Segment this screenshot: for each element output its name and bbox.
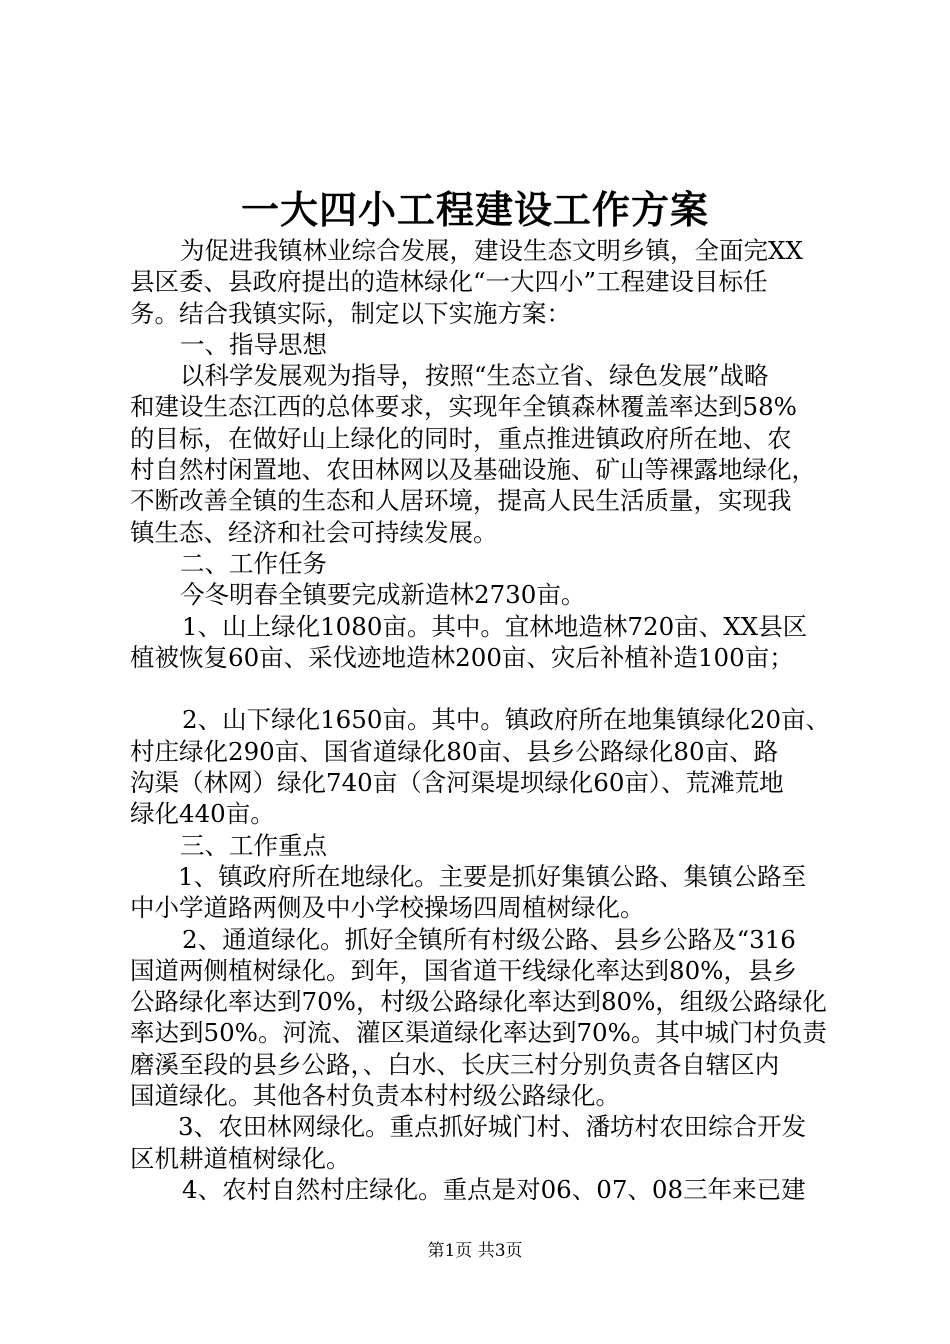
body-line: 中小学道路两侧及中小学校操场四周植树绿化。 — [130, 893, 645, 923]
body-line: 率达到50%。河流、灌区渠道绿化率达到70%。其中城门村负责 — [130, 1018, 827, 1048]
body-line: 和建设生态江西的总体要求，实现年全镇森林覆盖率达到58% — [130, 392, 797, 422]
blank-line — [130, 673, 835, 704]
body-line: 3、农田林网绿化。重点抓好城门村、潘坊村农田综合开发 — [178, 1112, 807, 1142]
body-line: 的目标，在做好山上绿化的同时，重点推进镇政府所在地、农 — [130, 423, 792, 453]
body-line: 植被恢复60亩、采伐迹地造林200亩、灾后补植补造100亩； — [130, 642, 794, 672]
body-line: 以科学发展观为指导，按照“生态立省、绿色发展”战略 — [180, 361, 769, 391]
section-heading: 三、工作重点 — [180, 830, 327, 860]
body-line: 公路绿化率达到70%，村级公路绿化率达到80%，组级公路绿化 — [130, 987, 827, 1017]
body-line: 1、镇政府所在地绿化。主要是抓好集镇公路、集镇公路至 — [178, 861, 807, 891]
body-line: 村自然村闲置地、农田林网以及基础设施、矿山等裸露地绿化， — [130, 455, 816, 485]
body-line: 1、山上绿化1080亩。其中。宜林地造林720亩、XX县区 — [182, 611, 808, 641]
document-title: 一大四小工程建设工作方案 — [240, 187, 709, 232]
body-line: 磨溪至段的县乡公路，、白水、长庆三村分别负责各自辖区内 — [130, 1049, 780, 1079]
body-line: 2、山下绿化1650亩。其中。镇政府所在地集镇绿化20亩、 — [182, 705, 831, 735]
document-body — [130, 235, 835, 1205]
body-line: 务。结合我镇实际，制定以下实施方案： — [130, 298, 571, 328]
body-line: 国道两侧植树绿化。到年，国省道干线绿化率达到80%，县乡 — [130, 955, 797, 985]
body-line: 2、通道绿化。抓好全镇所有村级公路、县乡公路及“316 — [182, 924, 796, 954]
body-line: 区机耕道植树绿化。 — [130, 1143, 351, 1173]
body-line: 县区委、县政府提出的造林绿化“一大四小”工程建设目标任 — [130, 267, 768, 297]
body-line: 为促进我镇林业综合发展，建设生态文明乡镇，全面完XX — [180, 236, 803, 265]
body-line: 不断改善全镇的生态和人居环境，提高人民生活质量，实现我 — [130, 486, 792, 516]
page-footer: 第1页 共3页 — [427, 1241, 523, 1261]
body-line: 今冬明春全镇要完成新造林2730亩。 — [180, 580, 586, 610]
body-line: 村庄绿化290亩、国省道绿化80亩、县乡公路绿化80亩、路 — [130, 736, 779, 766]
section-heading: 二、工作任务 — [180, 548, 327, 578]
body-line: 国道绿化。其他各村负责本村村级公路绿化。 — [130, 1081, 620, 1111]
body-line: 沟渠（林网）绿化740亩（含河渠堤坝绿化60亩）、荒滩荒地 — [130, 768, 784, 798]
body-line: 镇生态、经济和社会可持续发展。 — [130, 517, 498, 547]
body-line: 绿化440亩。 — [130, 799, 275, 829]
body-line: 4、农村自然村庄绿化。重点是对06、07、08三年来已建 — [182, 1174, 806, 1204]
section-heading: 一、指导思想 — [180, 329, 327, 359]
